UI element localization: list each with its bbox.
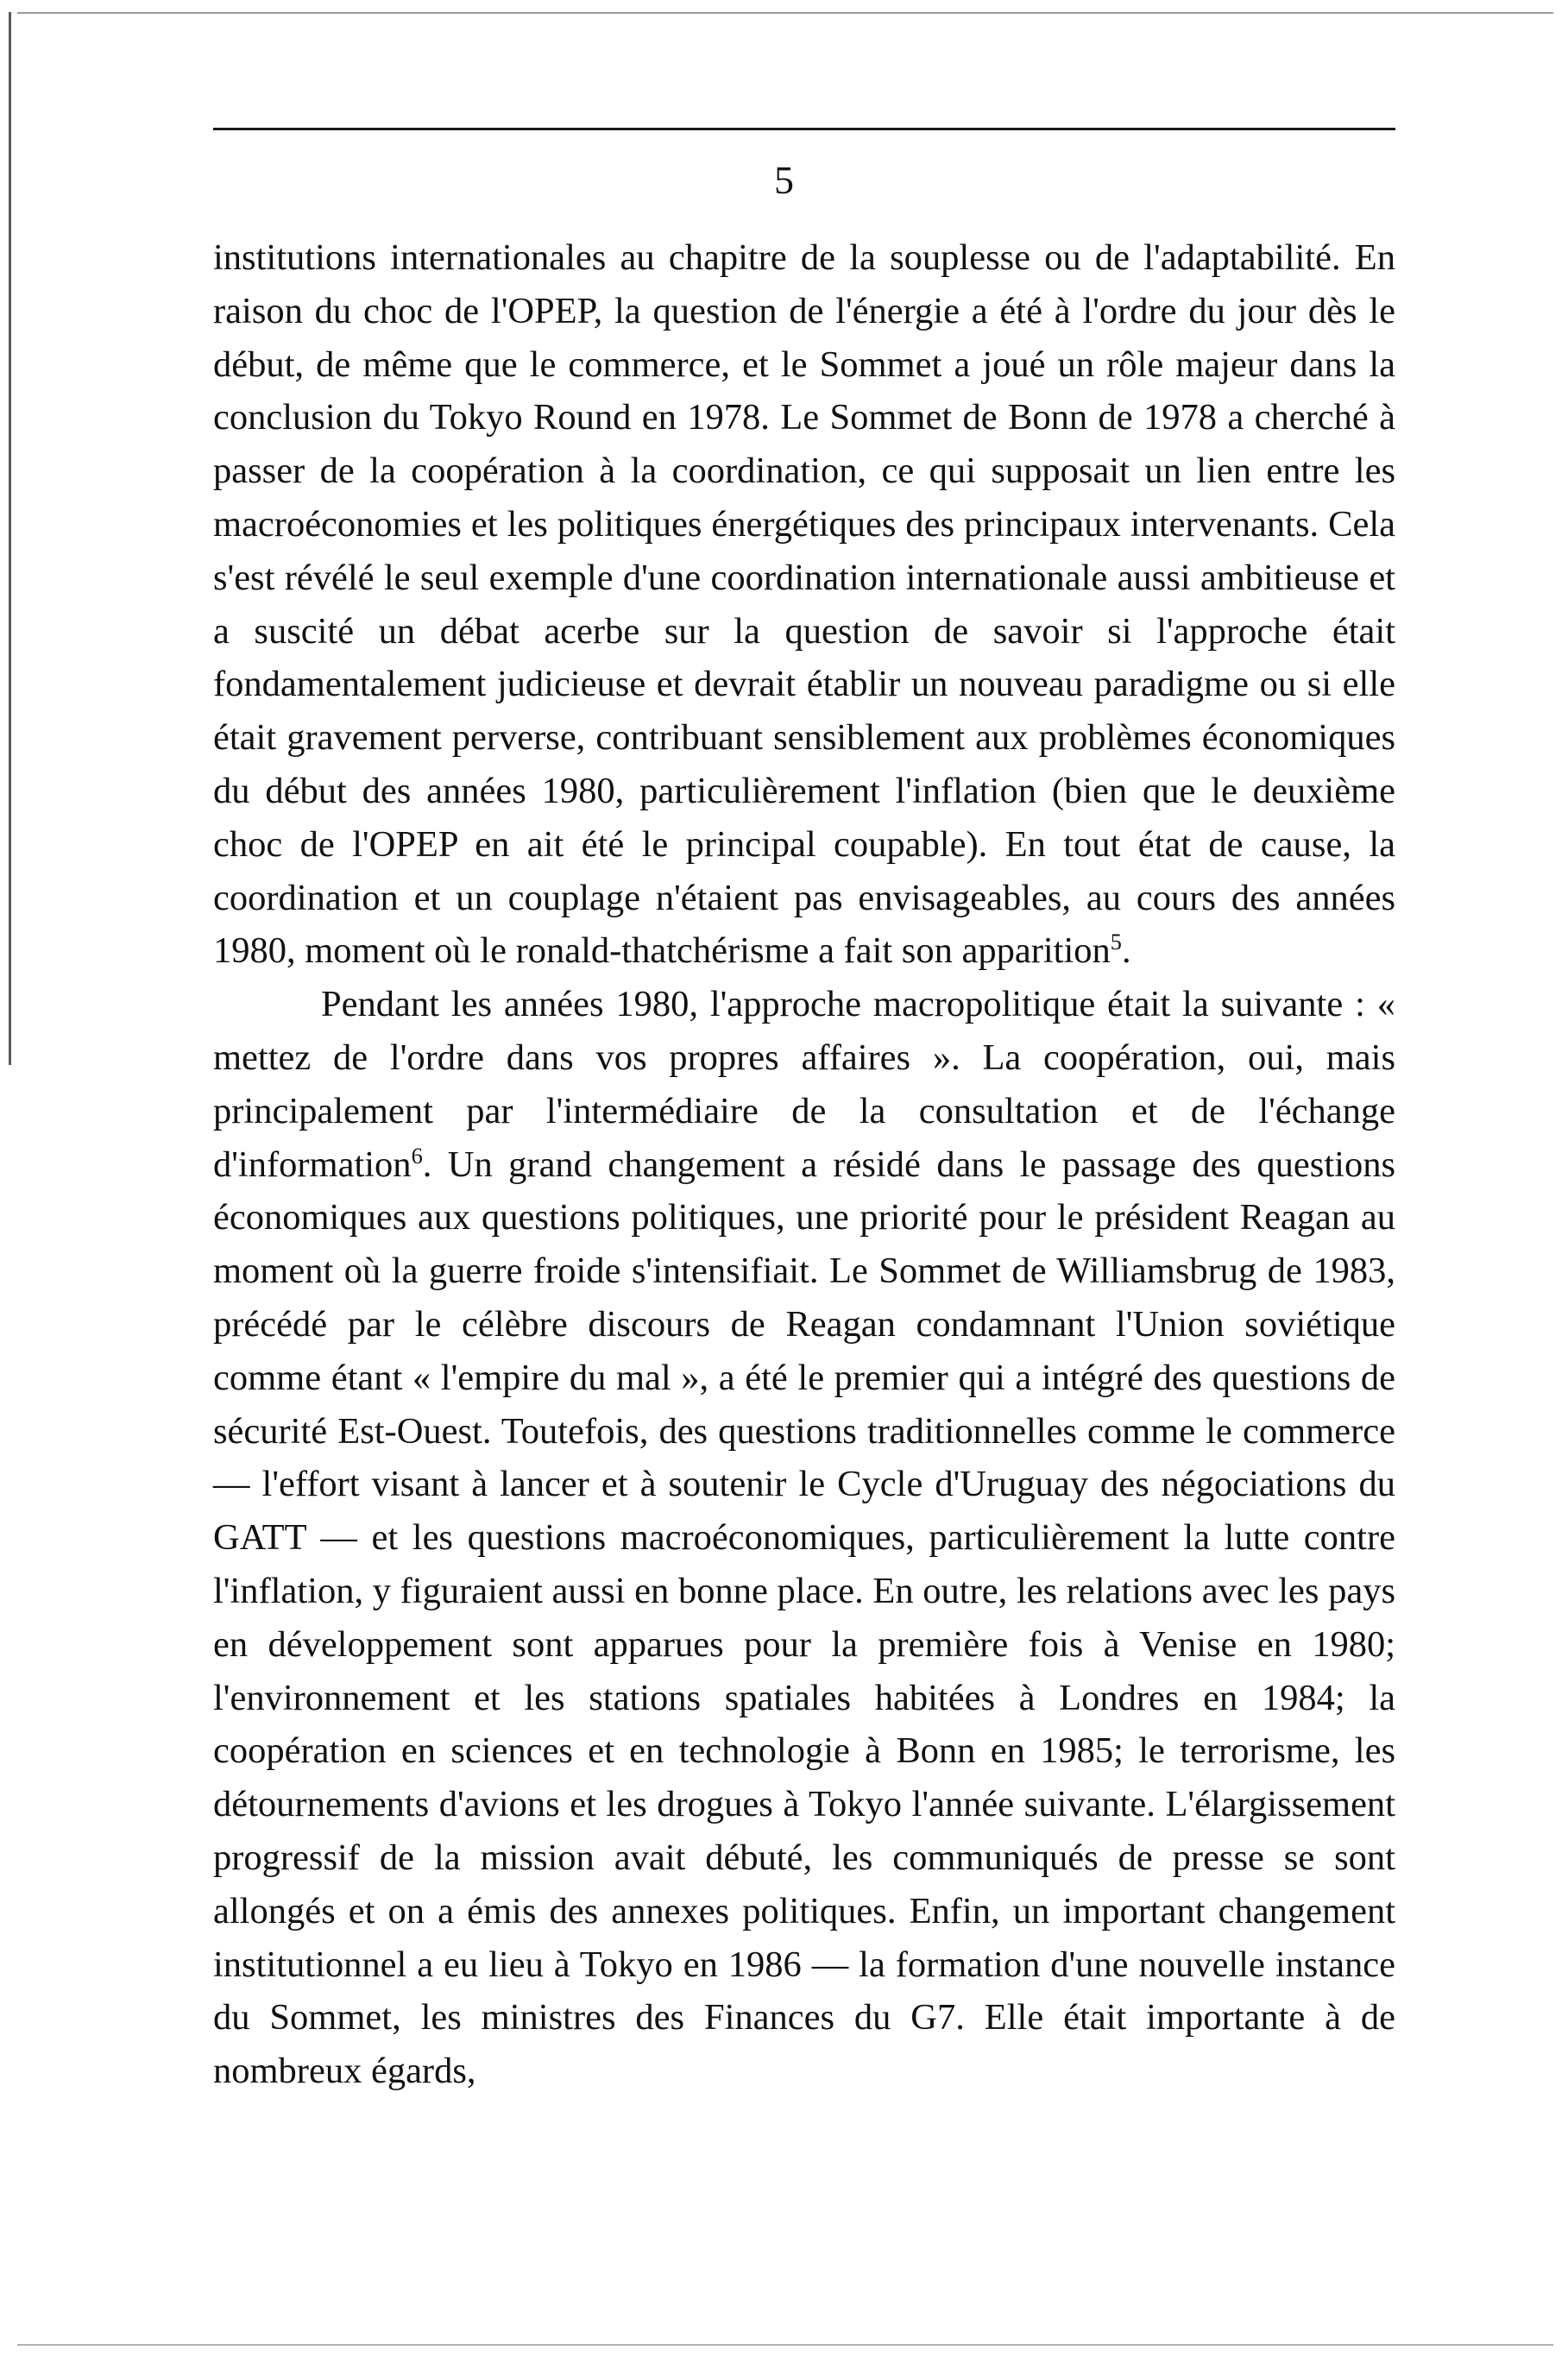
paragraph-text: institutions internationales au chapitre de la souplesse ou de l'adaptabilité. En raison du choc de l'OPEP, la question de l'énergie a été à l'ordre du jour dès le début, de même que le commerce, et le Sommet a joué un rôle majeur dans la conclusion du Tokyo Round en 1978. Le Sommet de Bonn de 1978 a cherché à passer de la coopération à la coordination, ce qui supposait un lien entre les macroéconomies et les politiques énergétiques des principaux intervenants. Cela s'est révélé le seul exemple d'une coordination internationale aussi ambitieuse et a suscité un débat acerbe sur la question de savoir si l'approche était fondamentalement judicieuse et devrait établir un nouveau paradigme ou si elle était gravement perverse, contribuant sensiblement aux problèmes économiques du début des années 1980, particulièrement l'inflation (bien que le deuxième choc de l'OPEP en ait été le principal coupable). En tout état de cause, la coordination et un couplage n'étaient pas envisageables, au cours des années 1980, moment où le ronald-thatchérisme a fait son apparition bbox=[213, 237, 1395, 972]
scan-edge-top bbox=[17, 12, 1553, 14]
paragraph-text: . bbox=[1121, 930, 1131, 972]
paragraph-text: . Un grand changement a résidé dans le passage des questions économiques aux questions politiques, une priorité pour le président Reagan au moment où la guerre froide s'intensifiait. Le Sommet de Williamsbrug de 1983, précédé par le célèbre discours de Reagan condamnant l'Union soviétique comme étant « l'empire du mal », a été le premier qui a intégré des questions de sécurité Est-Ouest. Toutefois, des questions traditionnelles comme le commerce — l'effort visant à lancer et à soutenir le Cycle d'Uruguay des négociations du GATT — et les questions macroéconomiques, particulièrement la lutte contre l'inflation, y figuraient aussi en bonne place. En outre, les relations avec les pays en développement sont apparues pour la première fois à Venise en 1980; l'environnement et les stations spatiales habitées à Londres en 1984; la coopération en sciences et en technologie à Bonn en 1985; le terrorisme, les détournements d'avions et les drogues à Tokyo l'année suivante. L'élargissement progressif de la mission avait débuté, les communiqués de presse se sont allongés et on a émis des annexes politiques. Enfin, un important changement institutionnel a eu lieu à Tokyo en 1986 — la formation d'une nouvelle instance du Sommet, les ministres des Finances du G7. Elle était importante à de nombreux égards, bbox=[213, 1144, 1395, 2092]
paragraph bbox=[213, 231, 1395, 978]
body-text bbox=[213, 231, 1395, 2098]
footnote-marker: 6 bbox=[411, 1143, 423, 1169]
scan-edge-bottom bbox=[17, 2344, 1553, 2346]
footnote-marker: 5 bbox=[1110, 929, 1122, 955]
paragraph-text: Pendant les années 1980, l'approche macropolitique était la suivante : « mettez de l'ordre dans vos propres affaires ». La coopération, oui, mais principalement par l'intermédiaire de la consultation et de l'échange d'information bbox=[213, 984, 1395, 1185]
page-number: 5 bbox=[774, 158, 794, 202]
header-rule bbox=[213, 128, 1395, 130]
paragraph bbox=[213, 978, 1395, 2098]
